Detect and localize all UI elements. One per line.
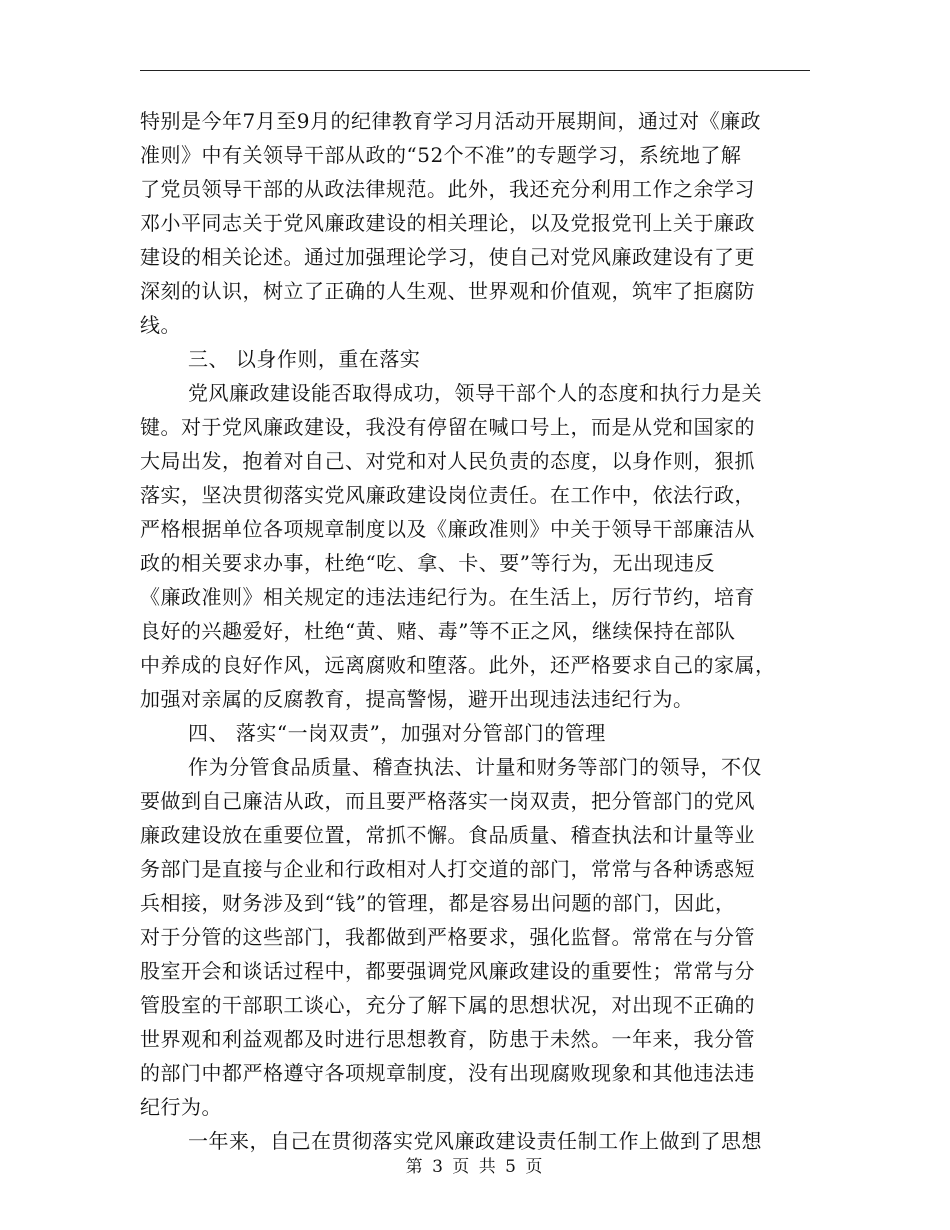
header-rule	[140, 70, 810, 71]
paragraph-line: 大局出发，抱着对自己、对党和对人民负责的态度，以身作则，狠抓	[140, 449, 755, 473]
paragraph-line: 严格根据单位各项规章制度以及《廉政准则》中关于领导干部廉洁从	[140, 517, 755, 541]
document-body	[140, 104, 810, 1158]
section-heading: 三、 以身作则，重在落实	[188, 347, 421, 371]
paragraph-line: 廉政建设放在重要位置，常抓不懈。食品质量、稽查执法和计量等业	[140, 823, 755, 847]
paragraph-line: 党风廉政建设能否取得成功，领导干部个人的态度和执行力是关	[188, 381, 762, 405]
paragraph-line: 管股室的干部职工谈心，充分了解下属的思想状况，对出现不正确的	[140, 993, 755, 1017]
paragraph-line: 纪行为。	[140, 1095, 222, 1119]
page-footer: 第 3 页 共 5 页	[405, 1157, 545, 1177]
paragraph-line: 务部门是直接与企业和行政相对人打交道的部门，常常与各种诱惑短	[140, 857, 755, 881]
paragraph-line: 建设的相关论述。通过加强理论学习，使自己对党风廉政建设有了更	[140, 245, 755, 269]
paragraph-line: 良好的兴趣爱好，杜绝“黄、赌、毒”等不正之风，继续保持在部队	[140, 619, 736, 643]
paragraph-line: 政的相关要求办事，杜绝“吃、拿、卡、要”等行为，无出现违反	[140, 551, 715, 575]
paragraph-line: 落实，坚决贯彻落实党风廉政建设岗位责任。在工作中，依法行政，	[140, 483, 755, 507]
paragraph-line: 股室开会和谈话过程中，都要强调党风廉政建设的重要性；常常与分	[140, 959, 755, 983]
paragraph-line: 准则》中有关领导干部从政的“52个不准”的专题学习，系统地了解	[140, 143, 742, 167]
paragraph-line: 键。对于党风廉政建设，我没有停留在喊口号上，而是从党和国家的	[140, 415, 755, 439]
paragraph-line: 特别是今年7月至9月的纪律教育学习月活动开展期间，通过对《廉政	[140, 109, 761, 133]
paragraph-line: 《廉政准则》相关规定的违法违纪行为。在生活上，厉行节约，培育	[140, 585, 755, 609]
section-heading: 四、 落实“一岗双责”，加强对分管部门的管理	[188, 721, 606, 745]
paragraph-line: 对于分管的这些部门，我都做到严格要求，强化监督。常常在与分管	[140, 925, 755, 949]
paragraph-line: 线。	[140, 313, 181, 337]
paragraph-line: 一年来，自己在贯彻落实党风廉政建设责任制工作上做到了思想	[188, 1129, 762, 1153]
paragraph-line: 深刻的认识，树立了正确的人生观、世界观和价值观，筑牢了拒腐防	[140, 279, 755, 303]
paragraph-line: 的部门中都严格遵守各项规章制度，没有出现腐败现象和其他违法违	[140, 1061, 755, 1085]
paragraph-line: 了党员领导干部的从政法律规范。此外，我还充分利用工作之余学习	[140, 177, 755, 201]
paragraph-line: 邓小平同志关于党风廉政建设的相关理论，以及党报党刊上关于廉政	[140, 211, 755, 235]
paragraph-line: 兵相接，财务涉及到“钱”的管理，都是容易出问题的部门，因此，	[140, 891, 736, 915]
paragraph-line: 世界观和利益观都及时进行思想教育，防患于未然。一年来，我分管	[140, 1027, 755, 1051]
paragraph-line: 要做到自己廉洁从政，而且要严格落实一岗双责，把分管部门的党风	[140, 789, 755, 813]
paragraph-line: 中养成的良好作风，远离腐败和堕落。此外，还严格要求自己的家属，	[140, 653, 776, 677]
paragraph-line: 加强对亲属的反腐教育，提高警惕，避开出现违法违纪行为。	[140, 687, 694, 711]
paragraph-line: 作为分管食品质量、稽查执法、计量和财务等部门的领导，不仅	[188, 755, 762, 779]
